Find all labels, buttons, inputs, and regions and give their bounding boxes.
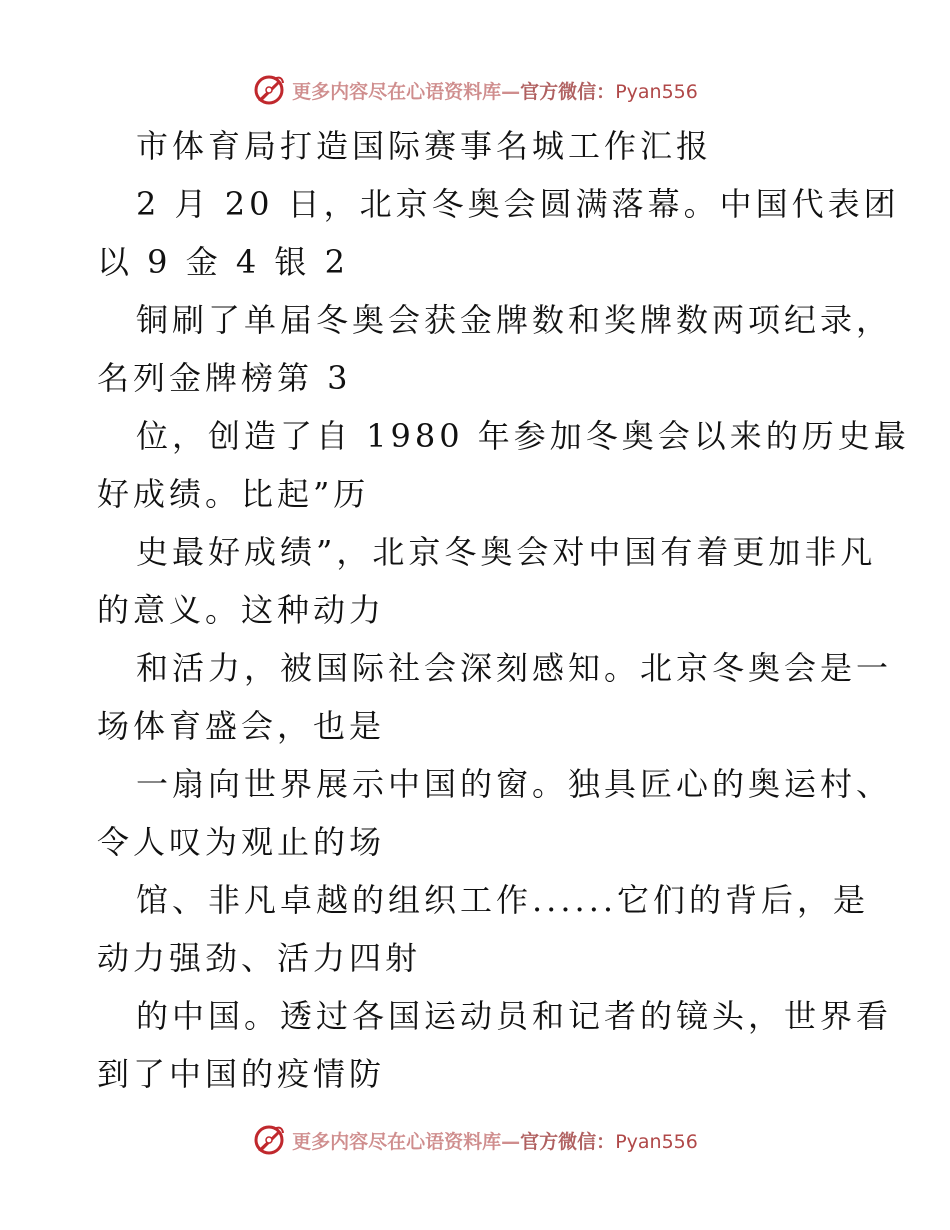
text-line: 和活力，被国际社会深刻感知。北京冬奥会是一	[136, 649, 893, 687]
brand-logo-icon	[252, 1123, 286, 1157]
banner-dash: —	[501, 80, 521, 103]
banner-text	[292, 77, 698, 104]
banner-wechat-id: Pyan556	[615, 80, 698, 103]
text-line: 馆、非凡卓越的组织工作......它们的背后，是	[136, 881, 870, 919]
text-line: 以 9 金 4 银 2	[97, 243, 349, 281]
banner-official: 官方微信：	[520, 1130, 616, 1153]
text-line: 的中国。透过各国运动员和记者的镜头，世界看	[136, 997, 893, 1035]
text-line: 到了中国的疫情防	[97, 1055, 386, 1093]
text-line: 史最好成绩”，北京冬奥会对中国有着更加非凡	[136, 533, 877, 571]
banner-text	[292, 1127, 698, 1154]
banner-official: 官方微信：	[520, 80, 616, 103]
footer-banner	[0, 1120, 950, 1160]
banner-wechat-id: Pyan556	[615, 1130, 698, 1153]
text-line: 令人叹为观止的场	[97, 823, 386, 861]
text-line: 的意义。这种动力	[97, 591, 386, 629]
text-line: 位，创造了自 1980 年参加冬奥会以来的历史最	[136, 417, 910, 455]
brand-logo-icon	[252, 73, 286, 107]
text-line: 2 月 20 日，北京冬奥会圆满落幕。中国代表团	[136, 185, 900, 223]
text-line: 好成绩。比起”历	[97, 475, 370, 513]
banner-promo: 更多内容尽在心语资料库	[292, 1130, 502, 1153]
banner-promo: 更多内容尽在心语资料库	[292, 80, 502, 103]
text-line: 名列金牌榜第 3	[97, 359, 352, 397]
banner-dash: —	[501, 1130, 521, 1153]
text-line: 场体育盛会，也是	[97, 707, 386, 745]
text-line: 一扇向世界展示中国的窗。独具匠心的奥运村、	[136, 765, 893, 803]
header-banner	[0, 70, 950, 110]
document-title: 市体育局打造国际赛事名城工作汇报	[136, 127, 713, 165]
text-line: 动力强劲、活力四射	[97, 939, 422, 977]
text-line: 铜刷了单届冬奥会获金牌数和奖牌数两项纪录，	[136, 301, 893, 339]
